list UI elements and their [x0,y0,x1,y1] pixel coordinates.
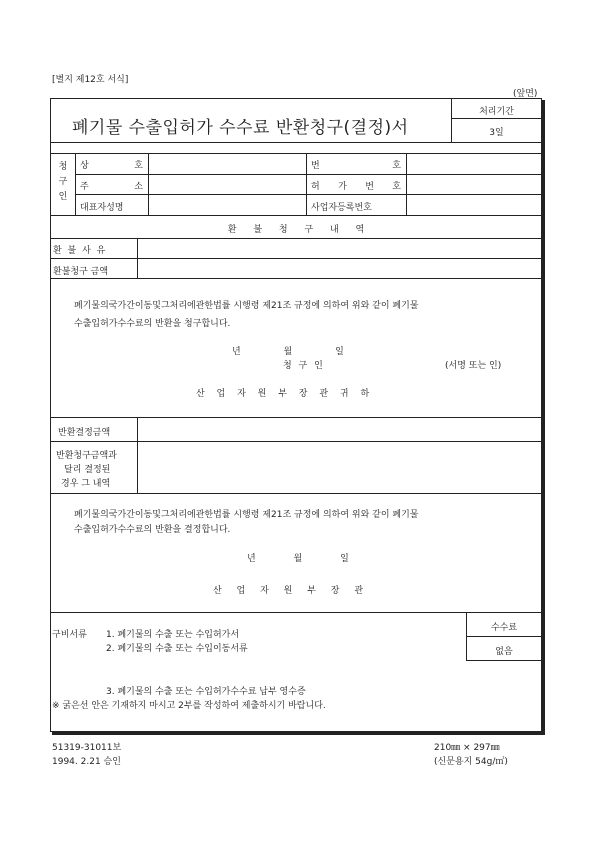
refund-reason-label: 환 불 사 유 [53,246,106,256]
request-statement-line1: 폐기물의국가간이동및그처리에관한법률 시행령 제21조 규정에 의하여 위와 같이 폐기물 [74,301,419,311]
frame-shadow-right [542,100,545,735]
refund-details-header: 환 불 청 구 내 역 [227,225,365,235]
difference-label-line3: 경우 그 내역 [61,479,111,489]
trade-name-label: 상 호 [80,161,143,171]
difference-label-line1: 반환청구금액과 [56,451,117,461]
decision-statement-line2: 수출입허가수수료의 반환을 결정합니다. [74,525,231,535]
applicant-label: 청구인 [58,162,68,202]
footer-paper-type: (신문용지 54g/㎡) [434,757,508,767]
business-registration-label: 사업자등록번호 [311,203,372,213]
frame-shadow-bottom [52,732,545,735]
request-date-line: 년 월 일 [232,347,344,357]
difference-label-line2: 달리 결정된 [64,465,111,475]
claimant-label: 청 구 인 [283,361,323,371]
addressee: 산 업 자 원 부 장 관 귀 하 [196,389,370,399]
processing-period-label: 처리기간 [479,107,514,117]
form-number: [별지 제12호 서식] [52,75,129,85]
representative-label: 대표자성명 [80,203,124,213]
footer-approval-date: 1994. 2.21 승인 [52,757,121,767]
signature-label: (서명 또는 인) [445,361,502,371]
page-title: 폐기물 수출입허가 수수료 반환청구(결정)서 [72,118,409,138]
front-side-label: (앞면) [513,89,538,99]
footer-paper-size: 210㎜ × 297㎜ [434,743,500,753]
footer-form-code: 51319-31011보 [52,743,122,753]
address-label: 주 소 [80,182,143,192]
decision-statement-line1: 폐기물의국가간이동및그처리에관한법률 시행령 제21조 규정에 의하여 위와 같이 폐기물 [74,510,419,520]
documents-label: 구비서류 [52,630,87,640]
permit-number-label: 허 가 번 호 [311,182,401,192]
document-item-2: 2. 폐기물의 수출 또는 수입이동서류 [106,644,248,654]
instruction-note: ※ 굵은선 안은 기재하지 마시고 2부를 작성하여 제출하시기 바랍니다. [52,701,326,711]
fee-value: 없음 [495,647,513,657]
refund-amount-label: 환불청구 금액 [53,267,109,277]
decision-amount-label: 반환결정금액 [58,428,111,438]
decision-date-line: 년 월 일 [247,554,349,564]
document-item-1: 1. 폐기물의 수출 또는 수입허가서 [106,630,240,640]
request-statement-line2: 수출입허가수수료의 반환을 청구합니다. [74,319,231,329]
minister-label: 산 업 자 원 부 장 관 [213,586,364,596]
number-label: 번 호 [311,161,401,171]
document-item-3: 3. 폐기물의 수출 또는 수입허가수수료 납부 영수증 [106,687,306,697]
processing-period-value: 3일 [489,128,504,138]
fee-label: 수수료 [490,623,518,633]
